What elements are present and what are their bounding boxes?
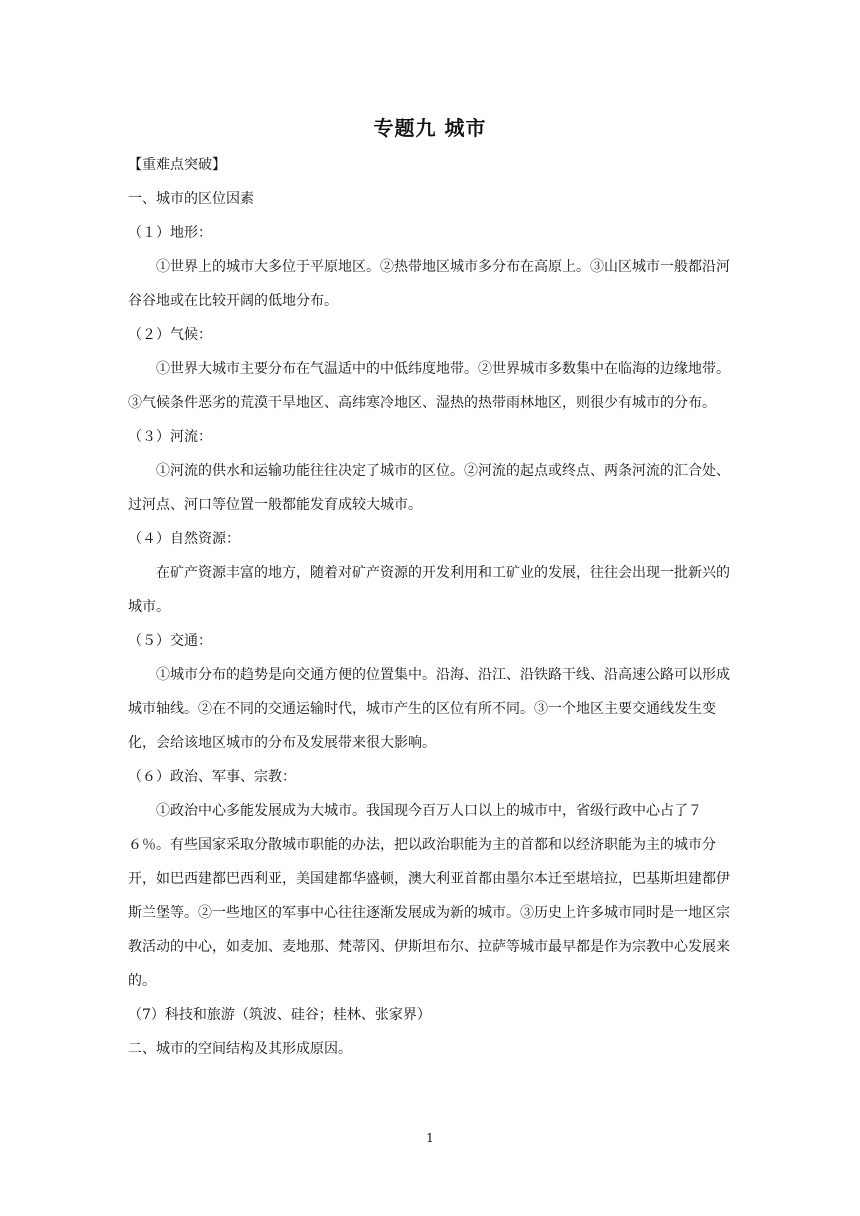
- page-number: 1: [426, 1131, 434, 1145]
- subheading-climate: （２）气候：: [128, 327, 212, 343]
- page-title: 专题九 城市: [373, 116, 487, 140]
- section-heading-location-factors: 一、城市的区位因素: [128, 191, 254, 207]
- paragraph-politics-military-religion: ①政治中心多能发展成为大城市。我国现今百万人口以上的城市中，省级行政中心占了７６％。有些国家采取分散城市职能的办法，把以政治职能为主的首都和以经济职能为主的城市分开，如巴西建都巴西利亚，美国建都华盛顿，澳大利亚首都由墨尔本迁至堪培拉，巴基斯坦建都伊斯兰堡等。②一些地区的军事中心往往逐渐发展成为新的城市。③历史上许多城市同时是一地区宗教活动的中心，如麦加、麦地那、梵蒂冈、伊斯坦布尔、拉萨等城市最早都是作为宗教中心发展来的。: [128, 803, 730, 989]
- paragraph-terrain: ①世界上的城市大多位于平原地区。②热带地区城市多分布在高原上。③山区城市一般都沿河谷谷地或在比较开阔的低地分布。: [128, 259, 730, 309]
- paragraph-climate: ①世界大城市主要分布在气温适中的中低纬度地带。②世界城市多数集中在临海的边缘地带。③气候条件恶劣的荒漠干旱地区、高纬寒冷地区、湿热的热带雨林地区，则很少有城市的分布。: [128, 361, 730, 411]
- subheading-science-tourism: （7）科技和旅游（筑波、硅谷；桂林、张家界）: [128, 1007, 431, 1023]
- paragraph-transport: ①城市分布的趋势是向交通方便的位置集中。沿海、沿江、沿铁路干线、沿高速公路可以形成城市轴线。②在不同的交通运输时代，城市产生的区位有所不同。③一个地区主要交通线发生变化，会给该地区城市的分布及发展带来很大影响。: [128, 667, 730, 751]
- subheading-transport: （５）交通：: [128, 633, 212, 649]
- section-heading-spatial-structure: 二、城市的空间结构及其形成原因。: [128, 1041, 352, 1057]
- subheading-politics-military-religion: （６）政治、军事、宗教：: [128, 769, 296, 785]
- document-body: [128, 148, 732, 1066]
- subheading-natural-resources: （４）自然资源：: [128, 531, 240, 547]
- section-heading-key-points: 【重难点突破】: [128, 157, 226, 173]
- paragraph-rivers: ①河流的供水和运输功能往往决定了城市的区位。②河流的起点或终点、两条河流的汇合处、过河点、河口等位置一般都能发育成较大城市。: [128, 463, 730, 513]
- subheading-rivers: （３）河流：: [128, 429, 212, 445]
- subheading-terrain: （１）地形：: [128, 225, 212, 241]
- paragraph-natural-resources: 在矿产资源丰富的地方，随着对矿产资源的开发利用和工矿业的发展，往往会出现一批新兴的城市。: [128, 565, 730, 615]
